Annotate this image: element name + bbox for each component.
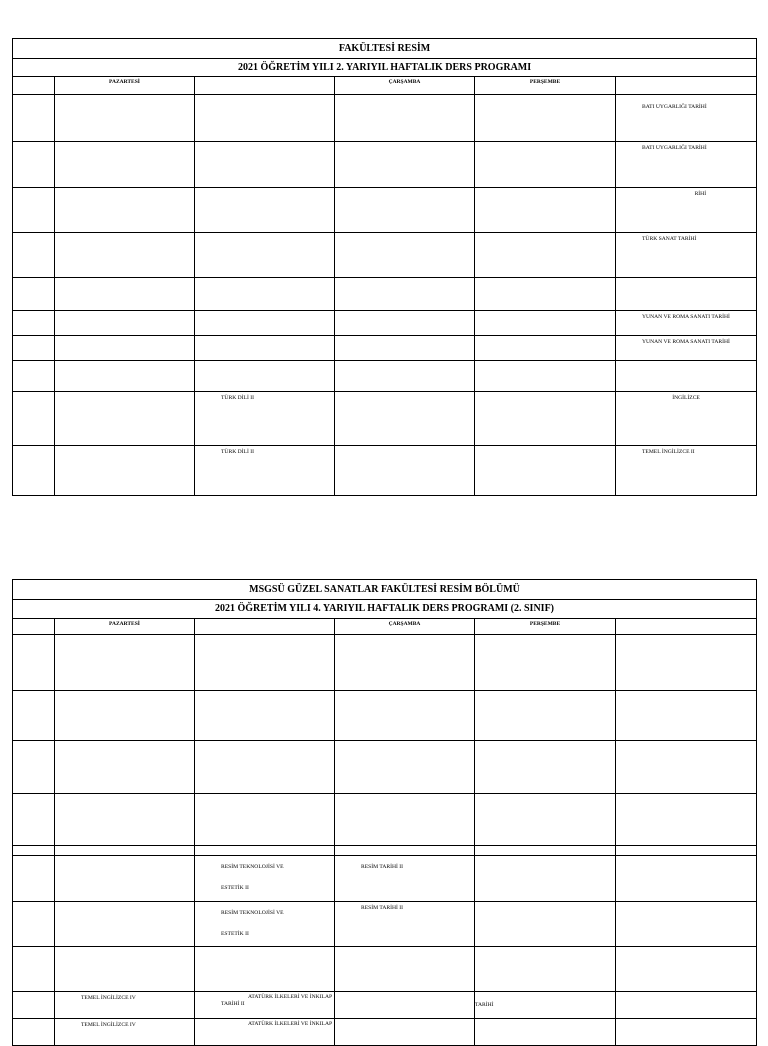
- schedule-cell: [195, 846, 335, 856]
- time-cell: [13, 947, 55, 992]
- day-header-tuesday: [195, 77, 335, 95]
- schedule-cell: [616, 1019, 757, 1046]
- schedule-cell: [475, 1019, 616, 1046]
- schedule-cell: [55, 336, 195, 361]
- course-label: RESİM TARİHİ II: [361, 905, 404, 911]
- day-header-monday: PAZARTESİ: [55, 77, 195, 95]
- day-header-thursday: PERŞEMBE: [475, 619, 616, 635]
- course-label: TARİHİ: [475, 1002, 494, 1008]
- time-cell: [13, 392, 55, 446]
- course-label-line2: ESTETİK II: [221, 884, 249, 891]
- day-header-friday: [616, 77, 757, 95]
- schedule-cell: [335, 95, 475, 142]
- table-row: [13, 794, 757, 846]
- schedule-cell: [475, 188, 616, 233]
- schedule-cell: [55, 1019, 195, 1046]
- schedule-cell: [195, 361, 335, 392]
- time-cell: [13, 95, 55, 142]
- course-label-line1: RESİM TEKNOLOJİSİ VE: [221, 864, 284, 870]
- course-label: TEMEL İNGİLİZCE II: [642, 449, 695, 455]
- schedule-cell: [616, 902, 757, 947]
- schedule-cell: [195, 95, 335, 142]
- time-cell: [13, 691, 55, 741]
- schedule-cell: [335, 311, 475, 336]
- course-label-line1: ATATÜRK İLKELERİ VE İNKILAP: [248, 994, 333, 1000]
- schedule-cell: [475, 794, 616, 846]
- schedule-cell: [335, 635, 475, 691]
- schedule-cell: [475, 446, 616, 496]
- schedule-cell: [335, 278, 475, 311]
- schedule-cell: [335, 361, 475, 392]
- table-row: [13, 992, 757, 1019]
- course-label: TÜRK DİLİ II: [221, 449, 254, 455]
- schedule-cell: [55, 233, 195, 278]
- table-row: [13, 311, 757, 336]
- day-header-empty: [13, 77, 55, 95]
- course-label: İNGİLİZCE: [672, 395, 700, 401]
- course-label: RİHİ: [694, 191, 707, 197]
- schedule-cell: [195, 336, 335, 361]
- schedule-cell: [335, 846, 475, 856]
- table-row: [13, 1019, 757, 1046]
- schedule-cell: [616, 361, 757, 392]
- schedule-cell: [616, 95, 757, 142]
- schedule-cell: [335, 188, 475, 233]
- schedule-cell: [475, 902, 616, 947]
- course-label: TÜRK SANAT TARİHİ: [642, 236, 697, 242]
- time-cell: [13, 856, 55, 902]
- table-row: [13, 278, 757, 311]
- table-row: [13, 142, 757, 188]
- table-2-day-header-row: [13, 619, 757, 635]
- time-cell: [13, 278, 55, 311]
- course-label: [195, 992, 334, 1007]
- schedule-cell: [475, 336, 616, 361]
- schedule-cell: [335, 902, 475, 947]
- schedule-cell: [475, 741, 616, 794]
- day-header-tuesday: [195, 619, 335, 635]
- table-row: [13, 691, 757, 741]
- day-header-thursday: PERŞEMBE: [475, 77, 616, 95]
- schedule-table-2: [12, 579, 757, 1046]
- schedule-cell: [55, 311, 195, 336]
- schedule-cell: [475, 233, 616, 278]
- course-label: TEMEL İNGİLİZCE IV: [81, 1022, 136, 1028]
- time-cell: [13, 233, 55, 278]
- schedule-cell: [55, 446, 195, 496]
- schedule-cell: [195, 947, 335, 992]
- schedule-cell: [55, 691, 195, 741]
- table-row: [13, 856, 757, 902]
- table-2-title-faculty: MSGSÜ GÜZEL SANATLAR FAKÜLTESİ RESİM BÖLÜMÜ: [13, 580, 757, 600]
- schedule-cell: [335, 142, 475, 188]
- schedule-cell: [475, 846, 616, 856]
- time-cell: [13, 992, 55, 1019]
- schedule-cell: [55, 947, 195, 992]
- time-cell: [13, 741, 55, 794]
- schedule-cell: [616, 741, 757, 794]
- schedule-cell: [616, 311, 757, 336]
- schedule-cell: [55, 188, 195, 233]
- schedule-cell: [55, 992, 195, 1019]
- time-cell: [13, 902, 55, 947]
- schedule-cell: [335, 336, 475, 361]
- schedule-cell: [475, 95, 616, 142]
- schedule-cell: [616, 233, 757, 278]
- time-cell: [13, 188, 55, 233]
- day-header-friday: [616, 619, 757, 635]
- day-header-wednesday: ÇARŞAMBA: [335, 619, 475, 635]
- table-row: [13, 741, 757, 794]
- schedule-cell: [616, 336, 757, 361]
- table-1-title-program: 2021 ÖĞRETİM YILI 2. YARIYIL HAFTALIK DERS PROGRAMI: [13, 59, 757, 77]
- day-header-monday: PAZARTESİ: [55, 619, 195, 635]
- schedule-cell: [616, 278, 757, 311]
- course-label: [195, 856, 334, 891]
- course-label: YUNAN VE ROMA SANATI TARİHİ: [642, 314, 730, 320]
- table-row: [13, 188, 757, 233]
- schedule-cell: [195, 233, 335, 278]
- schedule-cell: [55, 278, 195, 311]
- time-cell: [13, 846, 55, 856]
- table-row: [13, 392, 757, 446]
- table-1-title-faculty: FAKÜLTESİ RESİM: [13, 39, 757, 59]
- schedule-cell: [475, 947, 616, 992]
- course-label-line2: TARİHİ II: [221, 1000, 245, 1007]
- schedule-cell: [55, 95, 195, 142]
- table-row: [13, 846, 757, 856]
- schedule-cell: [475, 311, 616, 336]
- table-row: [13, 95, 757, 142]
- course-label: BATI UYGARLIĞI TARİHİ: [642, 104, 707, 110]
- schedule-cell: [335, 992, 475, 1019]
- schedule-cell: [475, 278, 616, 311]
- schedule-cell: [195, 902, 335, 947]
- schedule-cell: [55, 142, 195, 188]
- schedule-cell: [195, 856, 335, 902]
- schedule-cell: [195, 691, 335, 741]
- time-cell: [13, 311, 55, 336]
- schedule-cell: [195, 392, 335, 446]
- time-cell: [13, 336, 55, 361]
- schedule-cell: [195, 142, 335, 188]
- schedule-cell: [335, 1019, 475, 1046]
- time-cell: [13, 446, 55, 496]
- schedule-cell: [475, 992, 616, 1019]
- schedule-cell: [475, 392, 616, 446]
- course-label-line1: ATATÜRK İLKELERİ VE İNKILAP: [248, 1021, 333, 1027]
- schedule-cell: [616, 188, 757, 233]
- schedule-cell: [335, 392, 475, 446]
- schedule-table-1: [12, 38, 757, 496]
- schedule-cell: [616, 947, 757, 992]
- time-cell: [13, 142, 55, 188]
- table-row: [13, 947, 757, 992]
- schedule-cell: [195, 1019, 335, 1046]
- schedule-cell: [55, 635, 195, 691]
- schedule-cell: [616, 446, 757, 496]
- schedule-cell: [335, 446, 475, 496]
- schedule-cell: [616, 992, 757, 1019]
- course-label: YUNAN VE ROMA SANATI TARİHİ: [642, 339, 730, 345]
- schedule-cell: [335, 691, 475, 741]
- schedule-cell: [195, 992, 335, 1019]
- table-row: [13, 336, 757, 361]
- schedule-cell: [55, 902, 195, 947]
- schedule-cell: [616, 691, 757, 741]
- schedule-cell: [616, 846, 757, 856]
- schedule-cell: [475, 856, 616, 902]
- course-label: [195, 1019, 334, 1028]
- table-row: [13, 446, 757, 496]
- time-cell: [13, 794, 55, 846]
- table-row: [13, 902, 757, 947]
- schedule-cell: [616, 856, 757, 902]
- schedule-cell: [195, 188, 335, 233]
- schedule-cell: [335, 947, 475, 992]
- schedule-cell: [195, 278, 335, 311]
- schedule-cell: [55, 856, 195, 902]
- schedule-cell: [55, 741, 195, 794]
- course-label: TEMEL İNGİLİZCE IV: [81, 995, 136, 1001]
- schedule-cell: [195, 311, 335, 336]
- schedule-cell: [55, 392, 195, 446]
- course-label: TÜRK DİLİ II: [221, 395, 254, 401]
- schedule-cell: [616, 794, 757, 846]
- schedule-cell: [475, 635, 616, 691]
- table-1-day-header-row: [13, 77, 757, 95]
- table-2-title-program: 2021 ÖĞRETİM YILI 4. YARIYIL HAFTALIK DERS PROGRAMI (2. SINIF): [13, 600, 757, 619]
- time-cell: [13, 361, 55, 392]
- schedule-cell: [335, 794, 475, 846]
- schedule-cell: [195, 794, 335, 846]
- course-label-line2: ESTETİK II: [221, 930, 249, 937]
- day-header-empty: [13, 619, 55, 635]
- schedule-cell: [55, 846, 195, 856]
- table-row: [13, 361, 757, 392]
- schedule-cell: [195, 741, 335, 794]
- schedule-cell: [195, 635, 335, 691]
- schedule-cell: [475, 361, 616, 392]
- course-label-line1: RESİM TEKNOLOJİSİ VE: [221, 910, 284, 916]
- schedule-cell: [55, 794, 195, 846]
- schedule-cell: [616, 635, 757, 691]
- day-header-wednesday: ÇARŞAMBA: [335, 77, 475, 95]
- table-row: [13, 233, 757, 278]
- time-cell: [13, 635, 55, 691]
- schedule-cell: [475, 691, 616, 741]
- schedule-cell: [616, 392, 757, 446]
- schedule-cell: [55, 361, 195, 392]
- course-label: BATI UYGARLIĞI TARİHİ: [642, 145, 707, 151]
- schedule-cell: [335, 741, 475, 794]
- course-label: RESİM TARİHİ II: [361, 864, 404, 870]
- schedule-cell: [335, 233, 475, 278]
- schedule-cell: [475, 142, 616, 188]
- course-label: [195, 902, 334, 937]
- schedule-cell: [616, 142, 757, 188]
- time-cell: [13, 1019, 55, 1046]
- schedule-cell: [195, 446, 335, 496]
- table-row: [13, 635, 757, 691]
- schedule-cell: [335, 856, 475, 902]
